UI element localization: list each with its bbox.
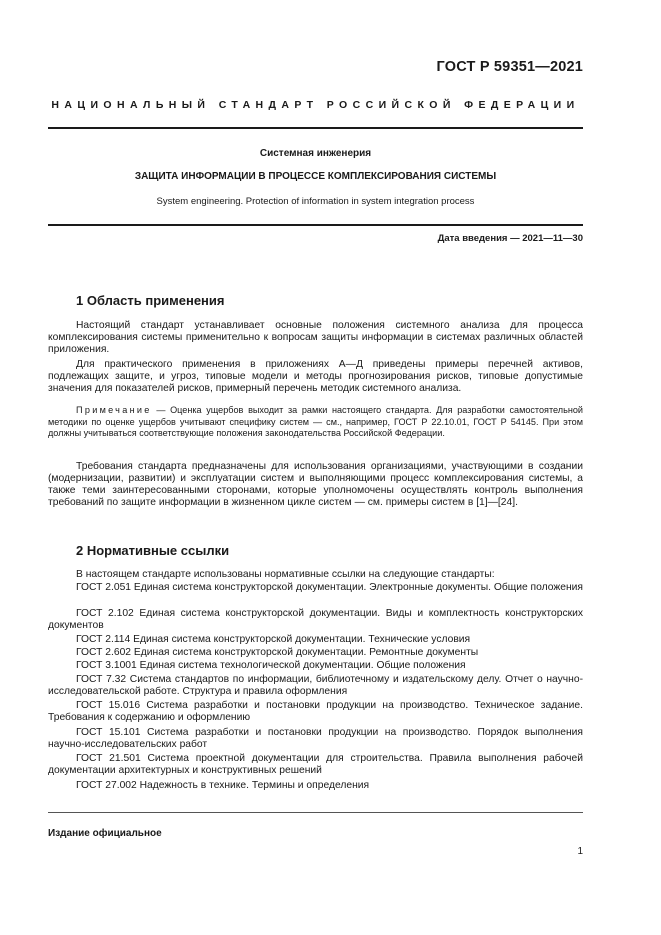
reference-item: ГОСТ 7.32 Система стандартов по информации, библиотечному и издательскому делу. Отчет о научно-исследовательской работе. Структура и правила оформления xyxy=(48,674,583,697)
national-standard-title: НАЦИОНАЛЬНЫЙ СТАНДАРТ РОССИЙСКОЙ ФЕДЕРАЦИИ xyxy=(51,99,580,111)
category-title: Системная инженерия xyxy=(259,148,372,159)
document-title: ЗАЩИТА ИНФОРМАЦИИ В ПРОЦЕССЕ КОМПЛЕКСИРОВАНИЯ СИСТЕМЫ xyxy=(134,171,497,182)
note-text: — Оценка ущербов выходит за рамки настоящего стандарта. Для разработки самостоятельной методики по оценке ущербов учитывают специфику систем — см., например, ГОСТ Р 22.10.01, ГОСТ Р 54145. При этом должны учитываться соответствующие положения законодательства Российской Федерации. xyxy=(48,405,583,438)
note-label: Примечание xyxy=(76,405,152,415)
reference-item: ГОСТ 2.051 Единая система конструкторской документации. Электронные документы. Общие положения xyxy=(76,582,583,593)
section-1-note xyxy=(48,405,583,440)
reference-item: ГОСТ 3.1001 Единая система технологической документации. Общие положения xyxy=(76,660,466,671)
reference-item: ГОСТ 2.102 Единая система конструкторской документации. Виды и комплектность конструкторских документов xyxy=(48,608,583,631)
title-rule xyxy=(48,224,583,226)
section-1-paragraph-2: Для практического применения в приложениях А—Д приведены примеры перечней активов, подлежащих защите, и угроз, типовые модели и методы прогнозирования рисков, типовые допустимые значения для показателей рисков, примерный перечень методик системного анализа. xyxy=(48,359,583,394)
reference-item: ГОСТ 2.602 Единая система конструкторской документации. Ремонтные документы xyxy=(76,647,479,658)
top-rule xyxy=(48,127,583,129)
standard-number: ГОСТ Р 59351—2021 xyxy=(436,59,583,75)
reference-item: ГОСТ 2.114 Единая система конструкторской документации. Технические условия xyxy=(76,634,471,645)
reference-item: ГОСТ 21.501 Система проектной документации для строительства. Правила выполнения рабочей документации архитектурных и конструктивных решений xyxy=(48,753,583,776)
english-title: System engineering. Protection of information in system integration process xyxy=(156,196,475,207)
introduction-date: Дата введения — 2021—11—30 xyxy=(437,233,583,244)
official-edition: Издание официальное xyxy=(48,828,162,839)
section-2-heading: 2 Нормативные ссылки xyxy=(76,543,230,558)
reference-item: ГОСТ 15.101 Система разработки и постановки продукции на производство. Порядок выполнения научно-исследовательских работ xyxy=(48,727,583,750)
section-1-paragraph-1: Настоящий стандарт устанавливает основные положения системного анализа для процесса комплексирования системы применительно к вопросам защиты информации в системах различных областей приложения. xyxy=(48,320,583,355)
footer-rule xyxy=(48,812,583,813)
page-number: 1 xyxy=(577,846,583,857)
section-2-intro: В настоящем стандарте использованы нормативные ссылки на следующие стандарты: xyxy=(76,569,495,580)
section-1-heading: 1 Область применения xyxy=(76,293,225,308)
section-1-paragraph-3: Требования стандарта предназначены для использования организациями, участвующими в создании (модернизации, развитии) и эксплуатации систем и выполняющими процесс комплексирования системы, а также теми заинтересованными сторонами, которые уполномочены осуществлять контроль выполнения требований по защите информации в жизненном цикле систем — см. примеры систем в [1]—[24]. xyxy=(48,461,583,508)
reference-item: ГОСТ 27.002 Надежность в технике. Термины и определения xyxy=(76,780,370,791)
reference-item: ГОСТ 15.016 Система разработки и постановки продукции на производство. Техническое задание. Требования к содержанию и оформлению xyxy=(48,700,583,723)
